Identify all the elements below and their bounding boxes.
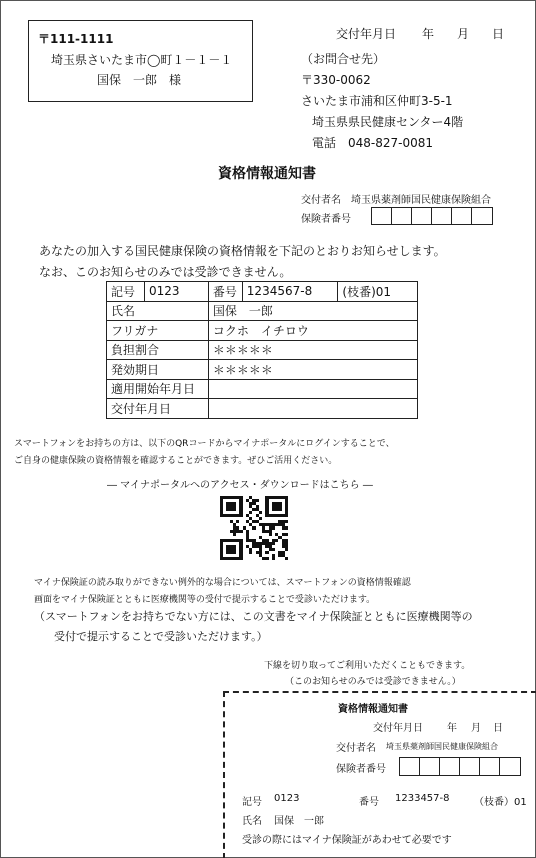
card-name-value: 国保 一郎 bbox=[274, 816, 324, 827]
row-value: コクホ イチロウ bbox=[208, 321, 417, 341]
issue-date-label: 交付年月日 bbox=[336, 27, 397, 41]
contact-phone: 電話 048-827-0081 bbox=[312, 136, 434, 150]
row-label: 氏名 bbox=[107, 301, 209, 321]
row-label: フリガナ bbox=[107, 321, 209, 341]
table-row bbox=[107, 282, 418, 302]
document-title: 資格情報通知書 bbox=[218, 166, 316, 182]
smartphone-line-2: ご自身の健康保険の資格情報を確認することができます。ぜひご活用ください。 bbox=[14, 456, 338, 466]
card-edaban: （枝番）01 bbox=[474, 797, 527, 808]
portal-heading: ― マイナポータルへのアクセス・ダウンロードはこちら ― bbox=[107, 480, 373, 491]
cut-line-vertical bbox=[223, 691, 225, 858]
insurer-number-label: 保険者番号 bbox=[301, 214, 351, 225]
contact-title: （お問合せ先） bbox=[301, 52, 386, 66]
insurer-number-boxes bbox=[371, 207, 493, 225]
cut-note-2: （このお知らせのみでは受診できません。） bbox=[285, 677, 461, 687]
card-insurer-boxes bbox=[399, 757, 521, 776]
recipient-address-box bbox=[28, 20, 253, 102]
card-bango-value: 1233457-8 bbox=[395, 793, 450, 804]
card-notice: 受診の際にはマイナ保険証があわせて必要です bbox=[242, 835, 452, 846]
recipient-address: 埼玉県さいたま市◯町１－１－１ bbox=[51, 53, 233, 67]
recipient-name: 国保 一郎 様 bbox=[97, 73, 182, 87]
kigo-value: 0123 bbox=[144, 282, 208, 302]
row-label: 交付年月日 bbox=[107, 399, 209, 419]
exception-line-2: 画面をマイナ保険証とともに医療機関等の受付で提示することで受診いただけます。 bbox=[34, 595, 376, 605]
bango-value: 1234567-8 bbox=[242, 282, 338, 302]
intro-line-2: なお、このお知らせのみでは受診できません。 bbox=[39, 265, 292, 279]
row-label: 発効期日 bbox=[107, 360, 209, 380]
table-row bbox=[107, 321, 418, 341]
exception-line-4: 受付で提示することで受診いただけます。） bbox=[54, 630, 268, 643]
card-kigo-value: 0123 bbox=[274, 793, 300, 804]
card-issuer-label: 交付者名 bbox=[336, 743, 376, 754]
row-value: ＊＊＊＊＊ bbox=[208, 340, 417, 360]
cut-line-horizontal bbox=[223, 691, 536, 693]
row-label: 適用開始年月日 bbox=[107, 379, 209, 399]
card-issuer-name: 埼玉県薬剤師国民健康保険組合 bbox=[386, 742, 498, 751]
cut-note-1: 下線を切り取ってご利用いただくこともできます。 bbox=[264, 661, 471, 671]
card-bango-label: 番号 bbox=[359, 797, 379, 808]
recipient-postal: 〒111-1111 bbox=[38, 32, 114, 46]
table-row bbox=[107, 399, 418, 419]
exception-line-1: マイナ保険証の読み取りができない例外的な場合については、スマートフォンの資格情報確認 bbox=[34, 578, 411, 588]
issue-date-month: 月 bbox=[457, 27, 470, 41]
card-insurer-label: 保険者番号 bbox=[336, 764, 386, 775]
intro-line-1: あなたの加入する国民健康保険の資格情報を下記のとおりお知らせします。 bbox=[39, 244, 446, 258]
card-issue-month: 月 bbox=[471, 723, 481, 734]
issue-date-year: 年 bbox=[422, 27, 435, 41]
edaban-value: (枝番)01 bbox=[338, 282, 418, 302]
row-value: ＊＊＊＊＊ bbox=[208, 360, 417, 380]
qualification-table bbox=[106, 281, 418, 419]
table-row bbox=[107, 340, 418, 360]
table-row bbox=[107, 379, 418, 399]
kigo-label: 記号 bbox=[107, 282, 145, 302]
card-issue-year: 年 bbox=[447, 723, 457, 734]
smartphone-line-1: スマートフォンをお持ちの方は、以下のQRコードからマイナポータルにログインすることで、 bbox=[14, 439, 395, 449]
bango-label: 番号 bbox=[208, 282, 242, 302]
issue-date-day: 日 bbox=[492, 27, 505, 41]
contact-address-2: 埼玉県県民健康センター4階 bbox=[312, 115, 464, 129]
row-label: 負担割合 bbox=[107, 340, 209, 360]
contact-postal: 〒330-0062 bbox=[301, 73, 371, 87]
card-issue-day: 日 bbox=[493, 723, 503, 734]
issuer-label: 交付者名 bbox=[301, 195, 341, 206]
table-row bbox=[107, 360, 418, 380]
mynaportal-qr-code-icon[interactable] bbox=[220, 496, 288, 560]
table-row bbox=[107, 301, 418, 321]
card-issue-date-label: 交付年月日 bbox=[373, 723, 423, 734]
exception-line-3: （スマートフォンをお持ちでない方には、この文書をマイナ保険証とともに医療機関等の bbox=[34, 610, 473, 623]
card-title: 資格情報通知書 bbox=[338, 704, 408, 715]
row-value bbox=[208, 399, 417, 419]
row-value bbox=[208, 379, 417, 399]
contact-address-1: さいたま市浦和区仲町3-5-1 bbox=[301, 94, 453, 108]
card-kigo-label: 記号 bbox=[242, 797, 262, 808]
row-value: 国保 一郎 bbox=[208, 301, 417, 321]
issuer-name: 埼玉県薬剤師国民健康保険組合 bbox=[351, 195, 491, 206]
card-name-label: 氏名 bbox=[242, 816, 262, 827]
